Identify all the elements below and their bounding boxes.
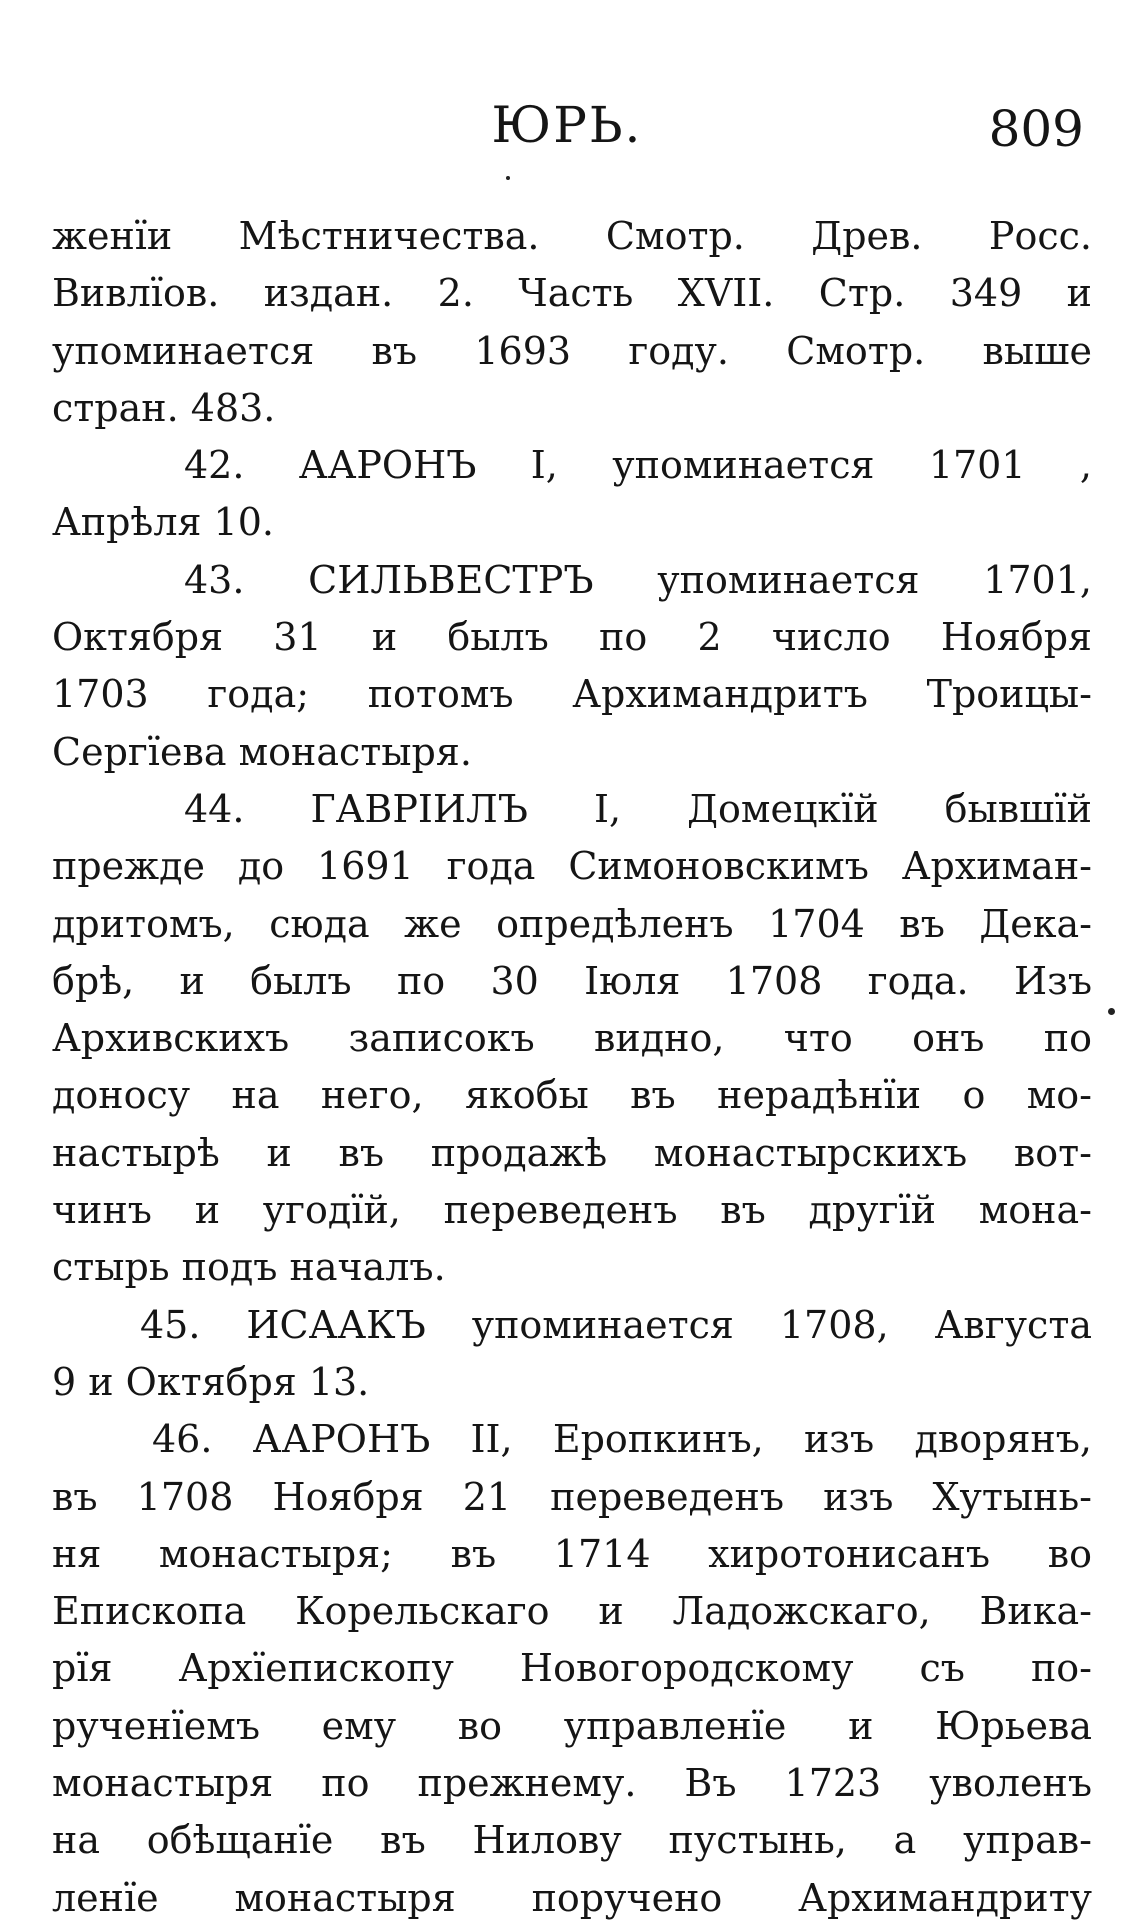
text-line: ня монастыря; въ 1714 хиротонисанъ во <box>52 1531 1092 1576</box>
text-line: Епископа Корельскаго и Ладожскаго, Вика- <box>52 1589 1092 1634</box>
text-line: стырь подъ началъ. <box>52 1245 446 1290</box>
text-line: 9 и Октября 13. <box>52 1359 370 1404</box>
text-line: упоминается въ 1693 году. Смотр. выше <box>52 328 1092 373</box>
entry-43-heading-line: 43. СИЛЬВЕСТРЪ упоминается 1701, <box>184 557 1092 602</box>
entry-44-heading-line: 44. ГАВРIИЛЪ I, Домецкїй бывшїй <box>184 786 1092 831</box>
body-text <box>52 208 1092 1927</box>
text-line: женїи Мѣстничества. Смотр. Древ. Росс. <box>52 214 1092 258</box>
page-number: 809 <box>988 100 1084 158</box>
ink-speck <box>1108 1008 1115 1015</box>
text-line: ленїе монастыря поручено Архимандриту <box>52 1875 1092 1920</box>
text-line: на обѣщанїе въ Нилову пустынь, а управ- <box>52 1818 1092 1863</box>
text-line: дритомъ, сюда же опредѣленъ 1704 въ Дека- <box>52 901 1092 946</box>
text-line: чинъ и угодїй, переведенъ въ другїй мона- <box>52 1188 1092 1233</box>
text-line: 1703 года; потомъ Архимандритъ Троицы- <box>52 672 1092 717</box>
entry-42-heading-line: 42. ААРОНЪ I, упоминается 1701 , <box>184 443 1092 488</box>
text-line: монастыря по прежнему. Въ 1723 уволенъ <box>52 1761 1092 1806</box>
text-line: прежде до 1691 года Симоновскимъ Архиман- <box>52 844 1092 889</box>
text-line: Вивлїов. издан. 2. Часть XVII. Стр. 349 и <box>52 271 1092 316</box>
ink-speck <box>506 176 510 180</box>
text-line: Сергїева монастыря. <box>52 729 472 774</box>
running-head <box>50 96 1084 176</box>
text-line: Октября 31 и былъ по 2 число Ноября <box>52 615 1092 660</box>
text-line: стран. 483. <box>52 385 276 430</box>
text-line: рученїемъ ему во управленїе и Юрьева <box>52 1703 1092 1748</box>
text-line: въ 1708 Ноября 21 переведенъ изъ Хутынь- <box>52 1474 1092 1519</box>
text-line: Апрѣля 10. <box>52 500 274 545</box>
entry-46-heading-line: 46. ААРОНЪ II, Еропкинъ, изъ дворянъ, <box>152 1417 1092 1462</box>
text-line: Архивскихъ записокъ видно, что онъ по <box>52 1016 1092 1061</box>
text-line: доносу на него, якобы въ нерадѣнїи о мо- <box>52 1073 1092 1118</box>
text-line: настырѣ и въ продажѣ монастырскихъ вот- <box>52 1130 1092 1175</box>
text-line: брѣ, и былъ по 30 Iюля 1708 года. Изъ <box>52 958 1092 1003</box>
text-line: рїя Архїепископу Новогородскому съ по- <box>52 1646 1092 1691</box>
page-header-title: ЮРЬ. <box>491 96 643 154</box>
entry-45-heading-line: 45. ИСААКЪ упоминается 1708, Августа <box>140 1302 1092 1347</box>
